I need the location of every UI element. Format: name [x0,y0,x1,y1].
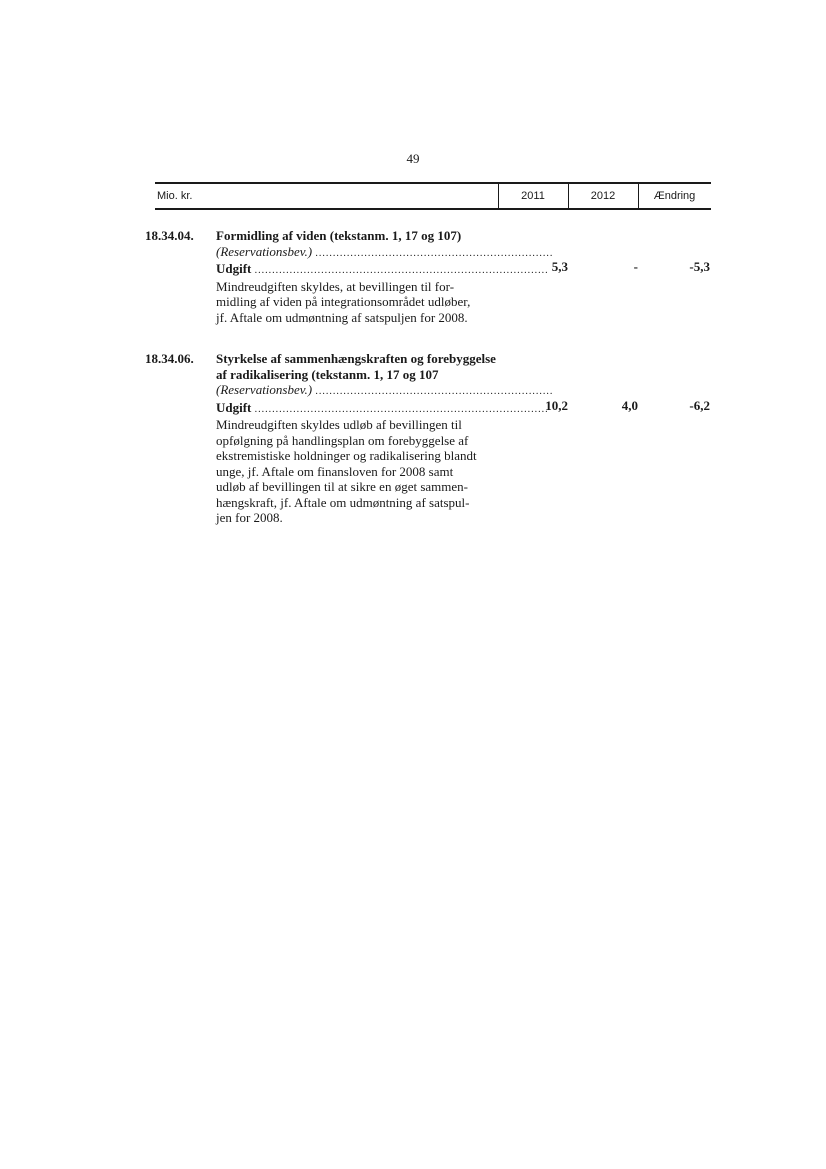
column-2011: 2011 [521,190,545,202]
description-line: jen for 2008. [216,510,283,525]
leader-dots: .................................................................... [315,386,554,397]
description-line: udløb af bevillingen til at sikre en øget sammen- [216,479,468,494]
leader-dots: .................................................................................... [254,403,549,415]
description-line: midling af viden på integrationsområdet udløber, [216,294,471,309]
entry-title: Styrkelse af sammenhængskraften og forebyggelse [216,351,496,366]
entry-code: 18.34.06. [145,351,194,366]
description-line: jf. Aftale om udmøntning af satspuljen for 2008. [216,309,468,325]
expense-line [216,261,549,279]
value-2011: 10,2 [545,398,568,413]
header-bottom-rule [155,208,711,210]
reservation-line [216,243,554,262]
entry-title: af radikalisering (tekstanm. 1, 17 og 107 [216,366,439,382]
description-line: Mindreudgiften skyldes, at bevillingen til for- [216,278,455,294]
description-line: unge, jf. Aftale om finansloven for 2008 samt [216,463,454,479]
description-line: opfølgning på handlingsplan om forebyggelse af [216,432,469,448]
value-change: -5,3 [689,259,710,274]
column-change: Ændring [653,190,696,202]
reservation-line [216,382,554,400]
header-top-rule [155,182,711,184]
entry-description [216,417,511,526]
expense-line [216,399,549,418]
value-change: -6,2 [689,398,710,413]
entry-body [216,351,556,526]
value-2012: - [633,259,638,274]
entry-description [216,279,511,326]
value-2011: 5,3 [551,259,568,274]
value-2012: 4,0 [621,398,638,413]
column-2012: 2012 [590,190,616,202]
entry-code: 18.34.04. [145,228,194,243]
reservation-label: (Reservationsbev.) [216,382,313,397]
expense-label: Udgift [216,399,252,415]
description-line: hængskraft, jf. Aftale om udmøntning af satspul- [216,494,470,510]
expense-label: Udgift [216,261,252,276]
description-line: Mindreudgiften skyldes udløb af bevillingen til [216,417,462,432]
entry-title: Formidling af viden (tekstanm. 1, 17 og 107) [216,228,462,243]
description-line: ekstremistiske holdninger og radikalisering blandt [216,448,477,463]
table-header [155,182,711,210]
leader-dots: .................................................................................... [254,265,549,276]
reservation-label: (Reservationsbev.) [216,243,313,259]
entry-body [216,228,554,325]
unit-label: Mio. kr. [157,190,193,202]
page-number: 49 [406,151,420,166]
leader-dots: .................................................................... [315,247,554,259]
